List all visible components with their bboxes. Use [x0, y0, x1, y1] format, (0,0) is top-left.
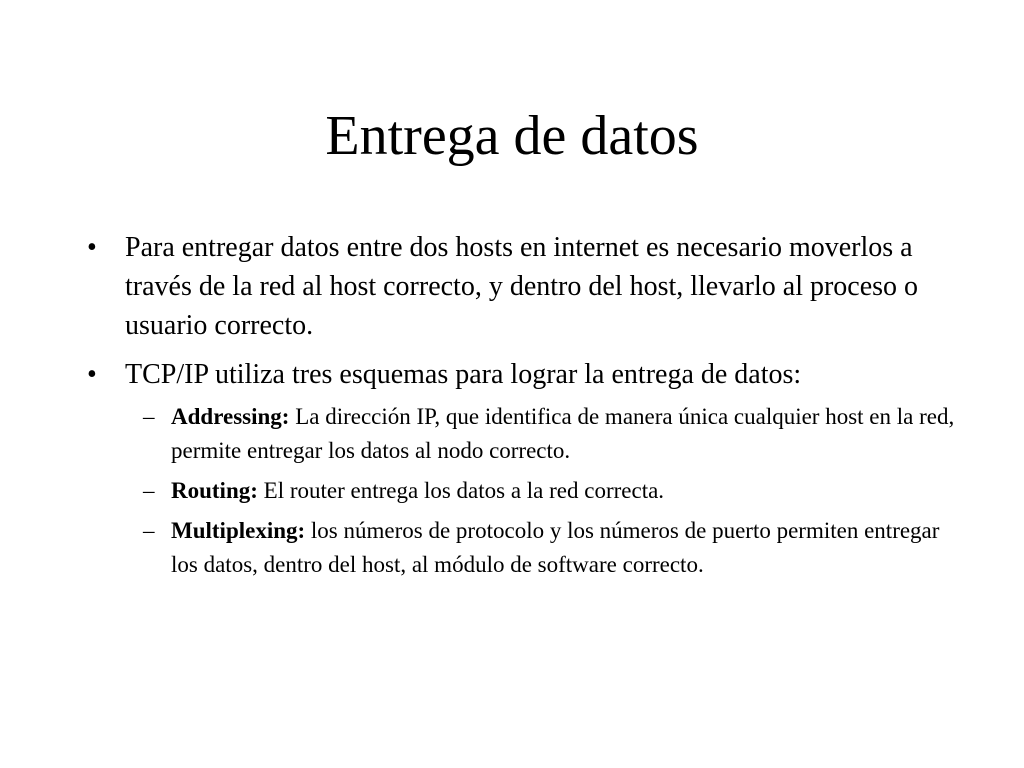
sub-bullet-text: los números de protocolo y los números de puerto permiten entregar los datos, dentro del host, al módulo de software correcto. — [171, 518, 940, 577]
sub-bullet-list — [125, 400, 962, 582]
sub-bullet-item-addressing — [125, 400, 962, 468]
sub-bullet-term: Multiplexing: — [171, 518, 306, 543]
sub-bullet-term: Addressing: — [171, 404, 290, 429]
sub-bullet-item-routing — [125, 474, 962, 508]
sub-bullet-term: Routing: — [171, 478, 258, 503]
dash-icon: – — [143, 518, 155, 543]
dash-icon: – — [143, 404, 155, 429]
bullet-text: TCP/IP utiliza tres esquemas para lograr la entrega de datos: — [125, 359, 802, 390]
sub-bullet-item-multiplexing — [125, 514, 962, 582]
sub-bullet-text: El router entrega los datos a la red correcta. — [257, 478, 665, 503]
bullet-item — [82, 355, 962, 582]
bullet-item — [82, 228, 962, 345]
bullet-text: Para entregar datos entre dos hosts en internet es necesario moverlos a través de la red al host correcto, y dentro del host, llevarlo al proceso o usuario correcto. — [125, 232, 919, 341]
bullet-icon: • — [87, 359, 97, 390]
slide-title: Entrega de datos — [325, 105, 699, 167]
bullet-icon: • — [87, 232, 97, 263]
sub-bullet-text: La dirección IP, que identifica de manera única cualquier host en la red, permite entregar los datos al nodo correcto. — [171, 404, 955, 463]
dash-icon: – — [143, 478, 155, 503]
bullet-list — [82, 228, 962, 592]
